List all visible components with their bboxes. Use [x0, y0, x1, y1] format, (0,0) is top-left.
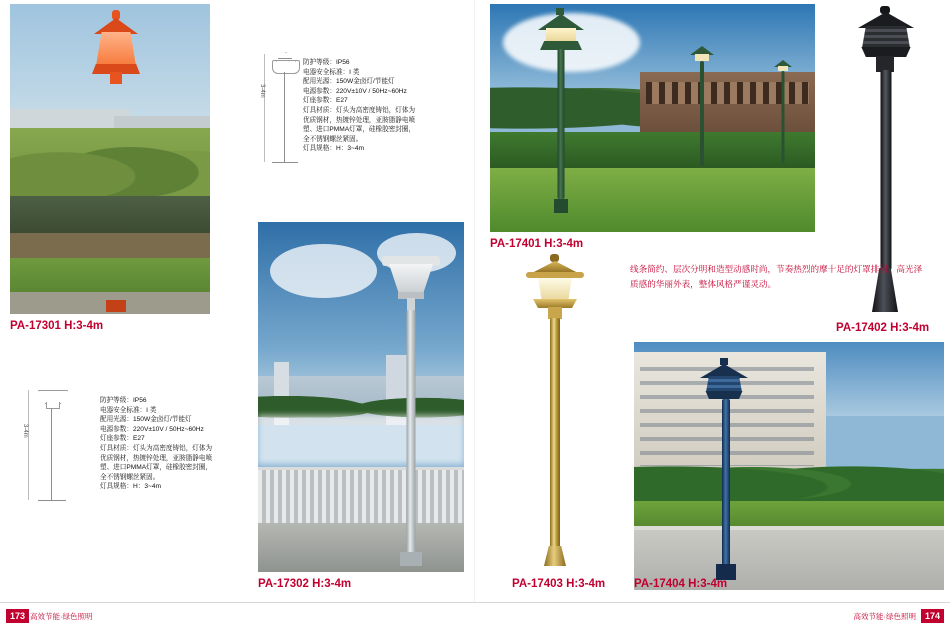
- page-number-left: 173: [6, 609, 29, 623]
- lamp-diffuser: [534, 278, 576, 300]
- caption-pa17401: PA-17401 H:3-4m: [490, 238, 584, 250]
- footer-text-right: 高效节能·绿色照明: [853, 612, 916, 621]
- product-photo-pa17301: [10, 4, 210, 314]
- lamp-pole: [722, 399, 730, 565]
- caption-pa17402: PA-17402 H:3-4m: [836, 322, 930, 334]
- spec-line: 配用光源：150W金卤灯/节能灯: [100, 416, 192, 424]
- product-photo-pa17403: [500, 250, 610, 572]
- page-footer: [0, 602, 950, 627]
- marketing-paragraph: 线条简约、层次分明和造型动感时尚，节奏热烈的摩十足的灯罩排列，高光泽质感的华丽外表，整体风格严谨灵动。: [630, 264, 923, 289]
- caption-pa17301: PA-17301 H:3-4m: [10, 320, 104, 332]
- spec-line: 防护等级：IP56: [100, 397, 147, 404]
- technical-drawing-bottom: [20, 382, 82, 512]
- spec-line-material: 灯具材质：灯头为高密度铸铝，灯体为优质钢材，热镀锌处理，亚胺脂静电喷塑、进口PMMA灯罩，硅橡胶密封圈，全不锈钢螺丝紧固。: [100, 444, 213, 481]
- spec-line: 电器安全标准：I 类: [100, 406, 157, 414]
- footer-text-left: 高效节能·绿色照明: [30, 612, 93, 621]
- lamp-head: [386, 264, 436, 294]
- product-photo-pa17404: [634, 342, 944, 590]
- page-gutter: [474, 0, 475, 603]
- lamp-base: [544, 546, 566, 566]
- spec-line: 防护等级：IP56: [303, 59, 350, 66]
- caption-pa17404: PA-17404 H:3-4m: [634, 578, 728, 590]
- spec-line-material: 灯具材质：灯头为高密度铸铝，灯体为优质钢材，热镀锌处理，亚胺脂静电喷塑、进口PMMA灯罩，硅橡胶密封圈，全不锈钢螺丝紧固。: [303, 106, 416, 143]
- lamp-cap: [858, 12, 914, 28]
- spec-line: 电源参数：220V±10V / 50Hz~60Hz: [100, 425, 204, 433]
- spec-line: 电源参数：220V±10V / 50Hz~60Hz: [303, 87, 407, 95]
- spec-line: 灯具规格：H：3~4m: [303, 145, 365, 153]
- lamp-base: [106, 300, 126, 312]
- caption-pa17302: PA-17302 H:3-4m: [258, 578, 352, 590]
- caption-pa17403: PA-17403 H:3-4m: [512, 578, 606, 590]
- spec-line: 灯座参数：E27: [303, 97, 348, 105]
- lamp-pole: [112, 82, 121, 304]
- spec-line: 电器安全标准：I 类: [303, 68, 360, 76]
- spec-block-bottom: [100, 396, 218, 492]
- product-photo-pa17401: [490, 4, 815, 232]
- page-number-right: 174: [921, 609, 944, 623]
- spec-line: 配用光源：150W金卤灯/节能灯: [303, 78, 395, 86]
- lamp-pole: [550, 318, 560, 550]
- lamp-pa17401-distant-2: [772, 60, 794, 170]
- lamp-louvers: [862, 26, 910, 48]
- lamp-pa17404: [694, 358, 758, 580]
- spec-block-top: [303, 58, 421, 154]
- spec-line: 灯具规格：H：3~4m: [100, 483, 162, 491]
- lamp-pa17302: [376, 252, 446, 568]
- lamp-diffuser: [96, 32, 136, 66]
- dimension-label-bottom: 3-4m: [22, 424, 28, 438]
- lamp-base: [400, 552, 422, 566]
- lamp-cap: [94, 18, 138, 34]
- product-photo-pa17302: [258, 222, 464, 572]
- lamp-pa17301: [86, 10, 146, 314]
- lamp-pa17401-main: [534, 8, 588, 213]
- lamp-pa17401-distant-1: [688, 46, 716, 174]
- dimension-label-top: 3-4m: [259, 84, 265, 98]
- lamp-pa17403: [522, 254, 588, 568]
- spec-line: 灯座参数：E27: [100, 435, 145, 443]
- lamp-pole: [881, 70, 892, 270]
- lamp-pole: [407, 310, 416, 554]
